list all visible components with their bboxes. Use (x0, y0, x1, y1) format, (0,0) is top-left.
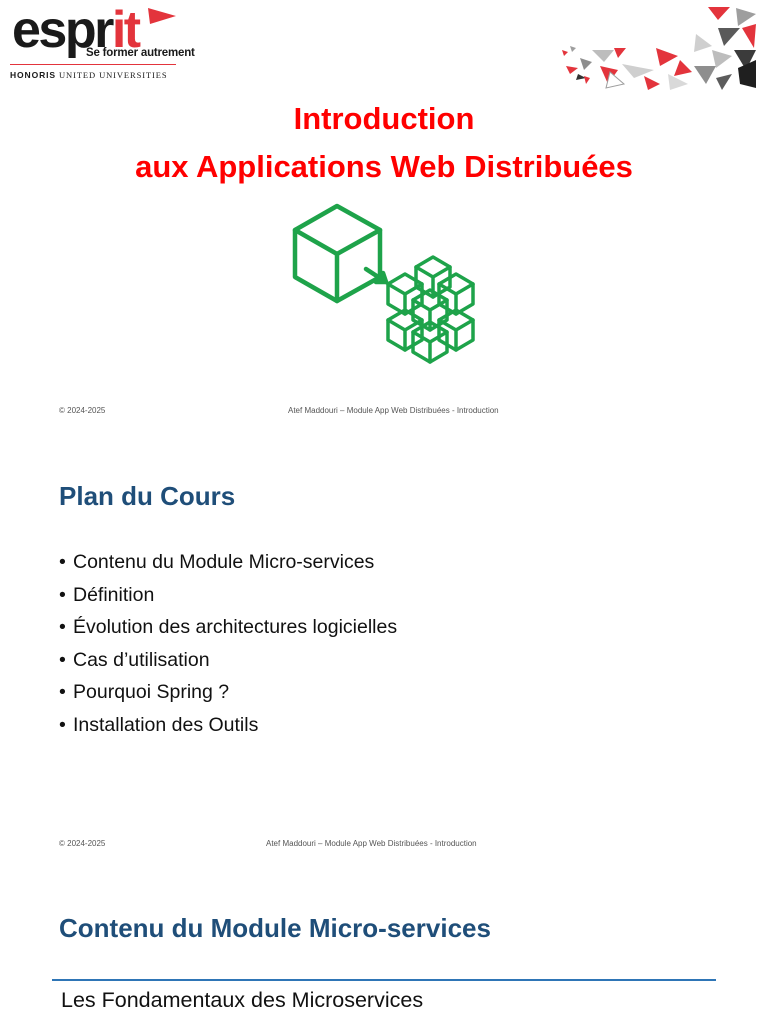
slide3-heading: Contenu du Module Micro-services (59, 913, 491, 943)
decorative-triangles-icon (556, 4, 760, 92)
list-item-label: Pourquoi Spring ? (73, 681, 230, 703)
bullet-glyph: • (59, 551, 66, 573)
list-item-label: Définition (73, 583, 155, 606)
slide2-footer-credit: Atef Maddouri – Module App Web Distribuées - Introduction (266, 839, 477, 848)
list-item (59, 646, 397, 679)
logo-network-text (10, 70, 167, 80)
logo-tagline: Se former autrement (86, 47, 195, 59)
logo-flag-icon (146, 6, 178, 26)
list-item-label: Évolution des architectures logicielles (73, 616, 398, 638)
slide1-footer-credit: Atef Maddouri – Module App Web Distribuées - Introduction (288, 406, 499, 415)
slide3-divider (52, 979, 716, 981)
list-item-label: Cas d’utilisation (73, 648, 210, 671)
bullet-glyph: • (59, 648, 66, 671)
course-plan-list (59, 548, 397, 743)
slide1-footer-copyright: © 2024-2025 (59, 406, 106, 415)
list-item-label: Installation des Outils (73, 713, 259, 736)
list-item (59, 678, 397, 711)
logo-word-main: espr (12, 1, 112, 59)
logo-word-accent: it (111, 1, 139, 59)
bullet-glyph: • (59, 583, 66, 606)
list-item (59, 711, 397, 744)
slide3-subheading: Les Fondamentaux des Microservices (61, 988, 424, 1012)
list-item (59, 548, 397, 581)
logo-network-rest: UNITED UNIVERSITIES (55, 70, 168, 80)
bullet-glyph: • (59, 616, 66, 638)
slide1-title-line1: Introduction (293, 101, 475, 136)
bullet-glyph: • (59, 713, 66, 736)
slide2-heading: Plan du Cours (59, 481, 236, 511)
monolith-to-microservices-icon (290, 202, 480, 364)
slide2-footer-copyright: © 2024-2025 (59, 839, 106, 848)
list-item-label: Contenu du Module Micro-services (73, 551, 375, 573)
list-item (59, 613, 397, 646)
slide1-title-line2: aux Applications Web Distribuées (135, 149, 633, 184)
list-item (59, 581, 397, 614)
logo-network-bold: HONORIS (10, 70, 56, 80)
logo-divider (10, 64, 176, 65)
bullet-glyph: • (59, 681, 66, 703)
